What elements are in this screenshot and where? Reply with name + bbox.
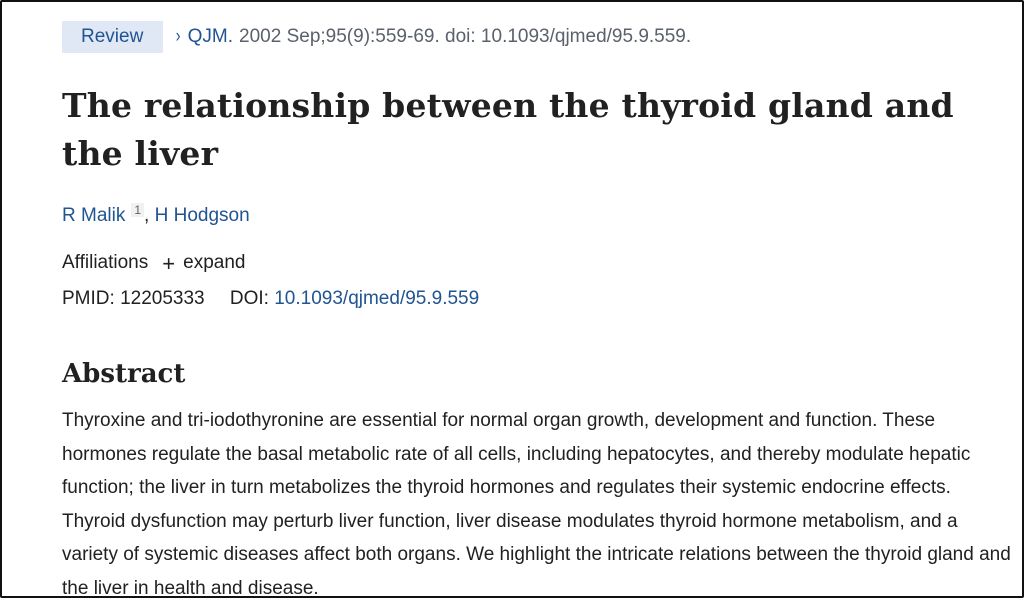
pmid-label: PMID: (62, 288, 115, 309)
pmid-value: 12205333 (120, 288, 205, 309)
affiliations-toggle[interactable] (62, 252, 245, 274)
citation-row (62, 21, 691, 53)
expand-label[interactable]: expand (183, 252, 246, 273)
journal-link[interactable]: QJM. (187, 26, 234, 47)
author-link[interactable]: H Hodgson (154, 205, 250, 226)
doi-link[interactable]: 10.1093/qjmed/95.9.559 (274, 288, 480, 309)
citation-details: 2002 Sep;95(9):559-69. doi: 10.1093/qjmed/95.9.559. (239, 26, 692, 47)
publication-type-badge: Review (62, 21, 163, 53)
article-title: The relationship between the thyroid gland and the liver (62, 86, 954, 173)
article-identifiers (62, 288, 479, 310)
abstract-heading: Abstract (62, 359, 186, 389)
author-link[interactable]: R Malik (62, 205, 126, 226)
abstract-text: Thyroxine and tri-iodothyronine are essential for normal organ growth, development and function. These hormones regulate the basal metabolic rate of all cells, including hepatocytes, and thereby modulate hepatic function; the liver in turn metabolizes the thyroid hormones and regulates their systemic endocrine effects. Thyroid dysfunction may perturb liver function, liver disease modulates thyroid hormone metabolism, and a variety of systemic diseases affect both organs. We highlight the intricate relations between the thyroid gland and the liver in health and disease. (62, 410, 1011, 599)
plus-icon: + (162, 250, 176, 276)
author-list: R Malik 1 , H Hodgson (62, 203, 250, 226)
affiliation-ref-badge[interactable]: 1 (131, 203, 144, 217)
affiliations-label: Affiliations (62, 252, 149, 273)
doi-label: DOI: (229, 288, 269, 309)
chevron-right-icon: › (176, 26, 181, 47)
